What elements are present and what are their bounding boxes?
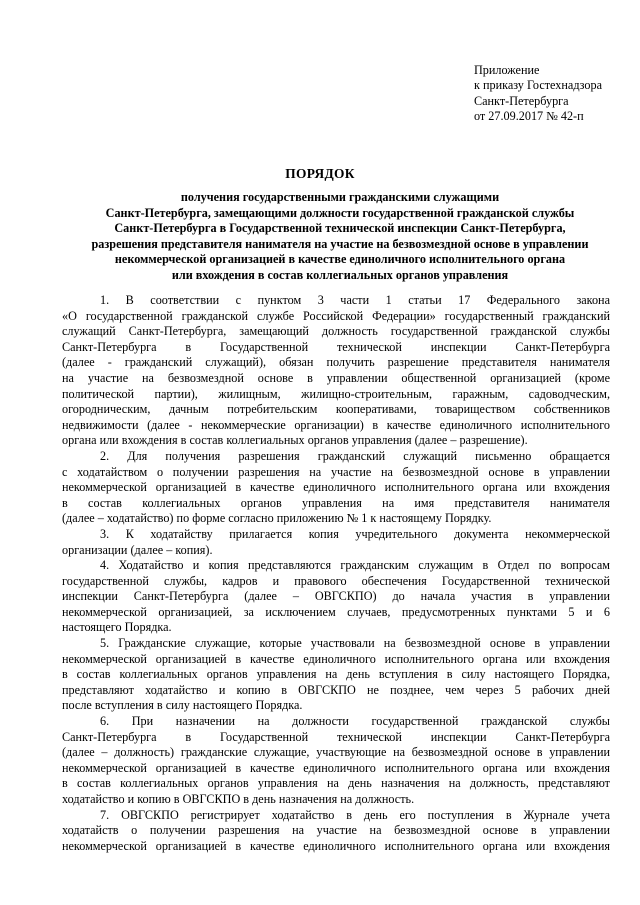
- body-line: Санкт-Петербурга в Государственной технической инспекции Санкт-Петербурга: [62, 729, 610, 744]
- annex-line: Приложение: [474, 63, 540, 77]
- body-line: служащий Санкт-Петербурга, замещающий должность государственной гражданской службы: [62, 324, 610, 339]
- body-line: 7. ОВГСКПО регистрирует ходатайство в день его поступления в Журнале учета: [100, 807, 610, 822]
- annex-header: [474, 63, 602, 125]
- body-line: с ходатайством о получении разрешения на участие на безвозмездной основе в управлении: [62, 464, 610, 479]
- body-line: огородническим, дачным потребительским кооперативами, товариществом собственников: [62, 402, 610, 417]
- body-line: инспекции Санкт-Петербурга (далее – ОВГСКПО) до начала участия в управлении: [62, 589, 610, 604]
- body-line: представляют ходатайство и копию в ОВГСКПО не позднее, чем через 5 рабочих дней: [62, 682, 610, 697]
- annex-line: Санкт-Петербурга: [474, 93, 569, 108]
- body-line: «О государственной гражданской службе Российской Федерации» государственный гражданский: [62, 308, 610, 323]
- body-line: в состав коллегиальных органов управления на имя представителя нанимателя: [62, 495, 610, 510]
- body-line: 2. Для получения разрешения гражданский служащий письменно обращается: [100, 448, 610, 463]
- body-line: ходатайство и копию в ОВГСКПО в день назначения на должность.: [62, 792, 415, 806]
- body-line: после вступления в силу настоящего Порядка.: [62, 698, 303, 713]
- body-line: 3. К ходатайству прилагается копия учредительного документа некоммерческой: [100, 526, 610, 541]
- body-line: политической партии), жилищным, жилищно-строительным, гаражным, садоводческим,: [62, 386, 610, 401]
- body-line: в состав коллегиальных органов управления на день назначения на должность, представляют: [62, 776, 610, 791]
- annex-line: от 27.09.2017 № 42-п: [474, 109, 584, 124]
- body-line: Санкт-Петербурга в Государственной технической инспекции Санкт-Петербурга: [62, 339, 610, 354]
- subtitle-line: разрешения представителя нанимателя на участие на безвозмездной основе в управлении: [91, 236, 589, 251]
- body-line: государственной службы, кадров и правового обеспечения Государственной технической: [62, 573, 610, 588]
- body-line: (далее – ходатайство) по форме согласно приложению № 1 к настоящему Порядку.: [62, 511, 492, 526]
- body-line: некоммерческой организацией, за исключением случаев, предусмотренных пунктами 5 и 6: [62, 604, 610, 619]
- document-subtitle: [62, 190, 618, 284]
- body-line: недвижимости (далее - некоммерческие организации) в качестве единоличного исполнительного: [62, 417, 610, 432]
- document-title: ПОРЯДОК: [285, 166, 355, 181]
- subtitle-line: некоммерческой организацией в качестве единоличного исполнительного органа: [114, 252, 566, 267]
- annex-line: к приказу Гостехнадзора: [474, 78, 603, 93]
- body-line: настоящего Порядка.: [62, 620, 172, 635]
- body-line: на участие на безвозмездной основе в управлении общественной организацией (кроме: [62, 370, 610, 385]
- body-line: (далее - гражданский служащий), обязан получить разрешение представителя нанимателя: [62, 355, 610, 370]
- body-line: 4. Ходатайство и копия представляются гражданским служащим в Отдел по вопросам: [100, 558, 610, 573]
- body-line: 1. В соответствии с пунктом 3 части 1 статьи 17 Федерального закона: [100, 293, 610, 307]
- body-line: организации (далее – копия).: [62, 542, 213, 557]
- body-line: 5. Гражданские служащие, которые участвовали на безвозмездной основе в управлении: [100, 636, 610, 651]
- subtitle-line: Санкт-Петербурга в Государственной технической инспекции Санкт-Петербурга,: [114, 221, 566, 236]
- body-line: ходатайств о получении разрешения на участие на безвозмездной основе в управлении: [62, 823, 610, 838]
- subtitle-line: получения государственными гражданскими служащими: [180, 190, 500, 204]
- body-line: органа или вхождения в состав коллегиальных органов управления (далее – разрешение).: [62, 433, 528, 448]
- body-line: некоммерческой организацией в качестве единоличного исполнительного органа или вхождения: [62, 760, 610, 775]
- subtitle-line: Санкт-Петербурга, замещающими должности государственной гражданской службы: [105, 205, 575, 220]
- body-line: некоммерческой организацией в качестве единоличного исполнительного органа или вхождения: [62, 838, 610, 853]
- subtitle-line: или вхождения в состав коллегиальных органов управления: [171, 267, 509, 282]
- body-line: некоммерческой организацией в качестве единоличного исполнительного органа или вхождения: [62, 480, 610, 495]
- document-body: [62, 293, 610, 854]
- body-line: 6. При назначении на должности государственной гражданской службы: [100, 714, 610, 729]
- body-line: в состав коллегиальных органов управления на день вступления в силу настоящего Порядка,: [62, 667, 610, 682]
- body-line: некоммерческой организацией в качестве единоличного исполнительного органа или вхождения: [62, 651, 610, 666]
- body-line: (далее – должность) гражданские служащие, участвующие на безвозмездной основе в управлении: [62, 745, 610, 760]
